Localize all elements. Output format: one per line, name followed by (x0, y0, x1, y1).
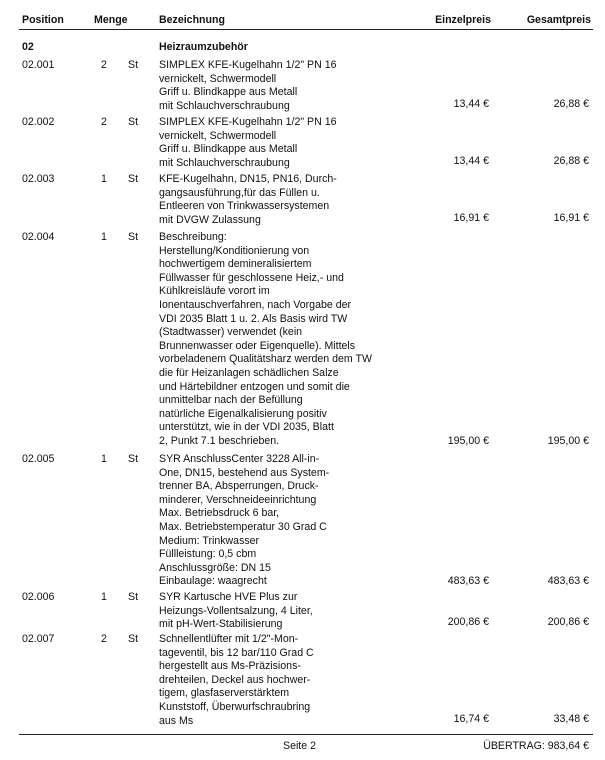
item-description: SYR Kartusche HVE Plus zur Heizungs-Vollentsalzung, 4 Liter, mit pH-Wert-Stabilisierung (159, 591, 313, 631)
item-unit-price: 16,91 € (453, 212, 489, 224)
item-qty: 2 (101, 633, 107, 645)
item-total: 200,86 € (547, 616, 589, 628)
group-title: Heizraumzubehör (159, 41, 248, 53)
header-rule (19, 29, 593, 30)
col-position: Position (22, 14, 64, 26)
footer-rule (19, 734, 593, 735)
item-qty: 2 (101, 59, 107, 71)
item-description: Schnellentlüfter mit 1/2"-Mon- tageventil, bis 12 bar/110 Grad C hergestellt aus Ms-Präzisions- drehteilen, Deckel aus hochwer- tigem, glasfaserverstärktem Kunststoff, Überwurfschraubring aus Ms (159, 633, 314, 727)
item-unit: St (128, 173, 139, 185)
item-total: 26,88 € (553, 98, 589, 110)
item-unit-price: 200,86 € (447, 616, 489, 628)
col-gesamtpreis: Gesamtpreis (526, 14, 591, 26)
item-unit-price: 16,74 € (453, 713, 489, 725)
item-qty: 1 (101, 591, 107, 603)
item-qty: 2 (101, 116, 107, 128)
item-pos: 02.007 (22, 633, 55, 645)
item-qty: 1 (101, 231, 107, 243)
item-unit-price: 483,63 € (447, 575, 489, 587)
item-unit: St (128, 591, 139, 603)
item-unit: St (128, 633, 139, 645)
item-total: 195,00 € (547, 435, 589, 447)
item-unit: St (128, 231, 139, 243)
col-menge: Menge (94, 14, 128, 26)
item-unit-price: 13,44 € (453, 98, 489, 110)
item-unit: St (128, 59, 139, 71)
item-unit-price: 13,44 € (453, 155, 489, 167)
item-unit-price: 195,00 € (447, 435, 489, 447)
item-pos: 02.003 (22, 173, 55, 185)
col-einzelpreis: Einzelpreis (435, 14, 491, 26)
item-pos: 02.005 (22, 453, 55, 465)
item-pos: 02.001 (22, 59, 55, 71)
page-number: Seite 2 (283, 740, 316, 752)
item-pos: 02.006 (22, 591, 55, 603)
item-description: SIMPLEX KFE-Kugelhahn 1/2" PN 16 vernickelt, Schwermodell Griff u. Blindkappe aus Metall mit Schlauchverschraubung (159, 59, 337, 112)
item-description: SIMPLEX KFE-Kugelhahn 1/2" PN 16 vernickelt, Schwermodell Griff u. Blindkappe aus Metall mit Schlauchverschraubung (159, 116, 337, 169)
item-unit: St (128, 116, 139, 128)
item-description: Beschreibung: Herstellung/Konditionierung von hochwertigem demineralisiertem Füllwasser für geschlossene Heiz,- und Kühlkreisläufe vorort im Ionentauschverfahren, nach Vorgabe der VDI 2035 Blatt 1 u. 2. Als Basis wird TW (Stadtwasser) verwendet (kein Brunnenwasser oder Eigenquelle). Mittels vorbeladenem Qualitätsharz werden dem TW die für Heizanlagen schädlichen Salze und Härtebildner entzogen und somit die unmittelbar nach der Befüllung natürliche Eigenalkalisierung positiv unterstützt, wie in der VDI 2035, Blatt 2, Punkt 7.1 beschrieben. (159, 231, 372, 447)
item-total: 33,48 € (553, 713, 589, 725)
item-description: SYR AnschlussCenter 3228 All-in- One, DN15, bestehend aus System- trenner BA, Absperrungen, Druck- minderer, Verschneideeinrichtung Max. Betriebsdruck 6 bar, Max. Betriebstemperatur 30 Grad C Medium: Trinkwasser Füllleistung: 0,5 cbm Anschlussgröße: DN 15 Einbaulage: waagrecht (159, 453, 330, 588)
item-qty: 1 (101, 453, 107, 465)
item-qty: 1 (101, 173, 107, 185)
item-total: 16,91 € (553, 212, 589, 224)
item-total: 26,88 € (553, 155, 589, 167)
item-total: 483,63 € (547, 575, 589, 587)
carry-over-total: ÜBERTRAG: 983,64 € (483, 740, 589, 752)
item-pos: 02.004 (22, 231, 55, 243)
item-description: KFE-Kugelhahn, DN15, PN16, Durch- gangsausführung,für das Füllen u. Entleeren von Trinkwassersystemen mit DVGW Zulassung (159, 173, 337, 226)
item-unit: St (128, 453, 139, 465)
col-bezeichnung: Bezeichnung (159, 14, 225, 26)
item-pos: 02.002 (22, 116, 55, 128)
group-pos: 02 (22, 41, 34, 53)
